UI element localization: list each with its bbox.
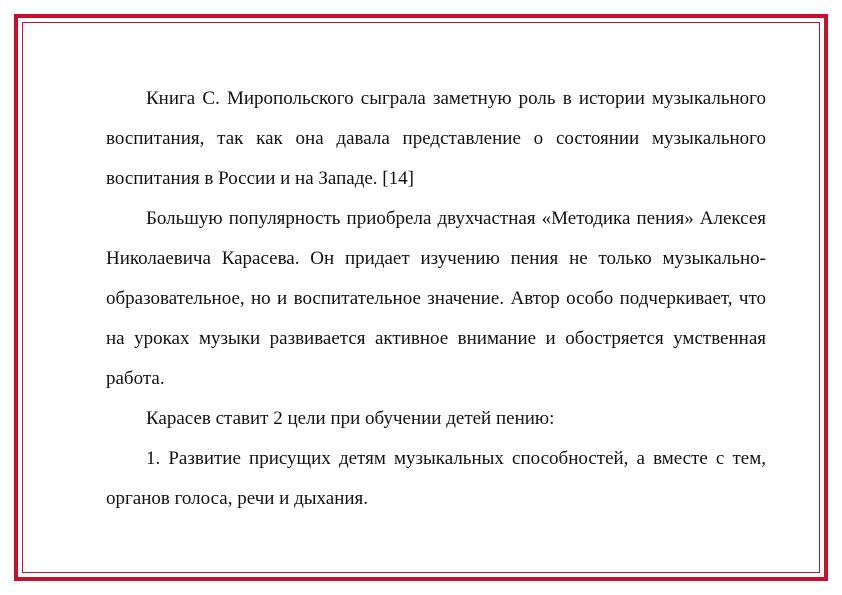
- document-body: [106, 79, 766, 519]
- paragraph-karasev-goals: Карасев ставит 2 цели при обучении детей пению:: [146, 408, 555, 429]
- paragraph-goal-1: 1. Развитие присущих детям музыкальных способностей, а вместе с тем, органов голоса, речи и дыхания.: [106, 448, 766, 509]
- paragraph-miropolsky: Книга С. Миропольского сыграла заметную роль в истории музыкального воспитания, так как она давала представление о состоянии музыкального воспитания в России и на Западе. [14]: [106, 88, 766, 189]
- paragraph-karasev-method: Большую популярность приобрела двухчастная «Методика пения» Алексея Николаевича Карасева. Он придает изучению пения не только музыкально-образовательное, но и воспитательное значение. Автор особо подчеркивает, что на уроках музыки развивается активное внимание и обостряется умственная работа.: [106, 208, 766, 389]
